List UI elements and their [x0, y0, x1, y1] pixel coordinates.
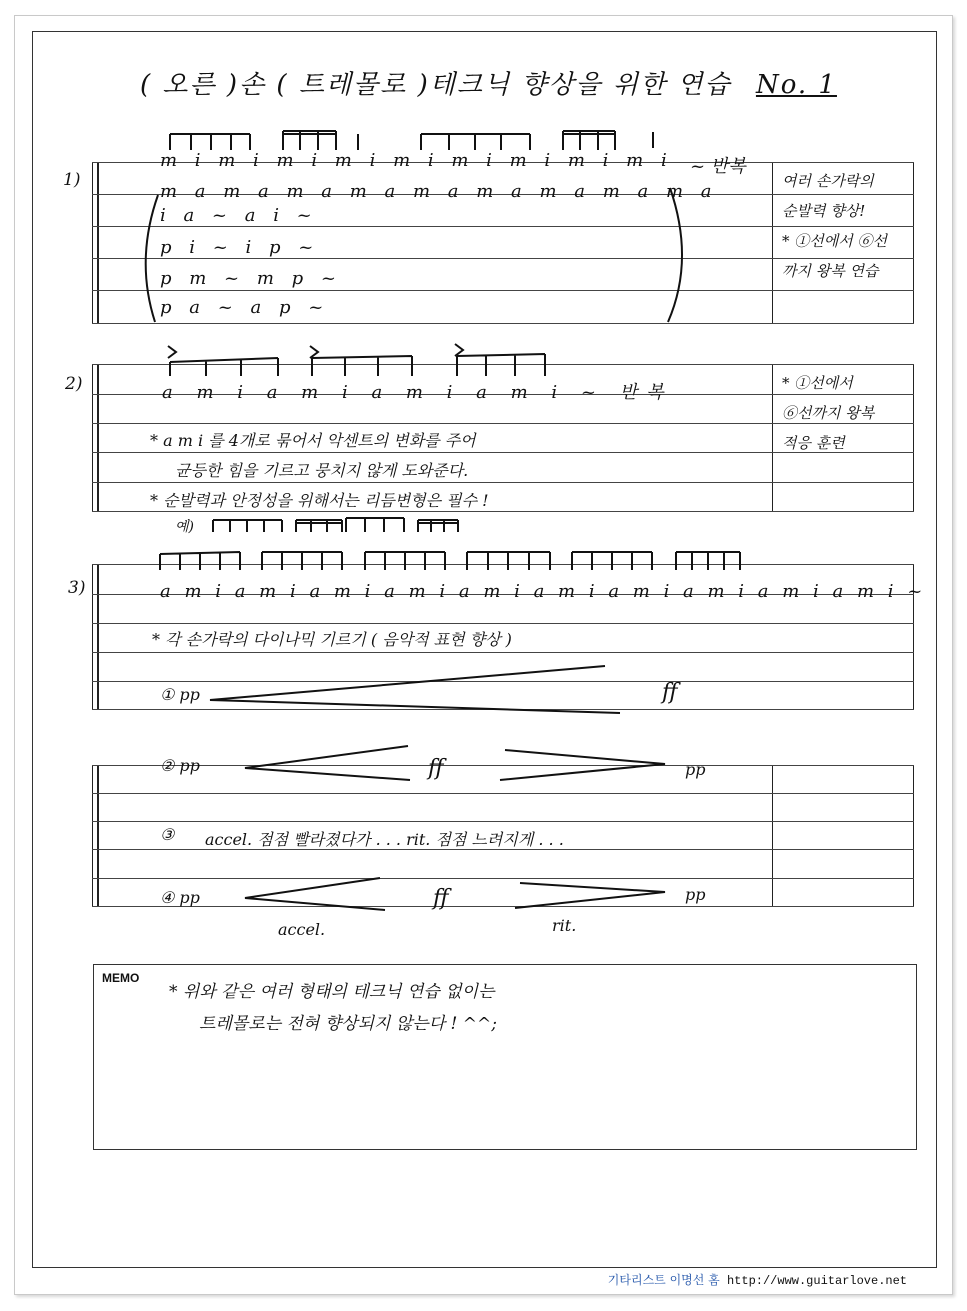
section-1-pattern-1: m i m i m i m i m i m i m i m i m i: [160, 150, 673, 171]
dynamic-4-label: ④ pp: [160, 888, 200, 907]
section-2-number: 2): [65, 374, 83, 394]
footer: [608, 1271, 907, 1288]
section-2-side-note: * ①선에서 ⑥선까지 왕복 적응 훈련: [782, 374, 875, 452]
dynamic-2-label: ② pp: [160, 756, 200, 775]
dynamic-4-mid: ff: [433, 886, 449, 911]
section-2-pattern: a m i a m i a m i a m i ~ 반복: [162, 382, 673, 403]
memo-label: MEMO: [102, 971, 140, 985]
dynamic-2-mid: ff: [428, 756, 444, 781]
section-3-number: 3): [68, 578, 86, 598]
title-text: ( 오른 )손 ( 트레몰로 )테크닉 향상을 위한 연습: [140, 70, 732, 100]
section-1-pattern-6: p a ~ a p ~: [160, 297, 330, 318]
section-2-note-1: * a m i 를 4개로 묶어서 악센트의 변화를 주어: [150, 431, 476, 450]
footer-url[interactable]: http://www.guitarlove.net: [726, 1274, 907, 1288]
section-1-number: 1): [63, 170, 81, 190]
dynamic-1-label: ① pp: [160, 685, 200, 704]
memo-box: [93, 964, 917, 1150]
section-3-pattern: a m i a m i a m i a m i a m i a m i a m i a m i a m i a m i ~: [160, 581, 927, 602]
dynamic-4-end: pp: [685, 885, 706, 904]
dynamic-3-label: ③: [160, 825, 175, 844]
dynamic-4-rit: rit.: [552, 916, 577, 935]
dynamic-4-accel: accel.: [278, 920, 326, 939]
memo-line-1: * 위와 같은 여러 형태의 테크닉 연습 없이는: [169, 982, 495, 1002]
dynamic-2-end: pp: [685, 760, 706, 779]
section-1-pattern-2: m a m a m a m a m a m a m a m a m a: [160, 181, 718, 202]
footer-site-name: 기타리스트 이명선 홈: [607, 1273, 720, 1287]
section-1-pattern-5: p m ~ m p ~: [160, 268, 342, 289]
section-1-pattern-4: p i ~ i p ~: [160, 237, 320, 258]
section-3-note: * 각 손가락의 다이나믹 기르기 ( 음악적 표현 향상 ): [152, 630, 512, 649]
memo-line-2: 트레몰로는 전혀 향상되지 않는다 ! ^^;: [199, 1014, 497, 1034]
section-2-note-2: 균등한 힘을 기르고 뭉치지 않게 도와준다.: [175, 461, 469, 480]
section-2-example-label: 예): [175, 519, 194, 535]
section-2-note-3: * 순발력과 안정성을 위해서는 리듬변형은 필수 !: [150, 491, 489, 510]
title-number: No. 1: [755, 70, 837, 100]
section-1-side-note: 여러 손가락의 순발력 향상! * ①선에서 ⑥선 까지 왕복 연습: [782, 172, 887, 280]
dynamic-3-text: accel. 점점 빨라졌다가 . . . rit. 점점 느려지게 . . .: [205, 830, 564, 849]
section-1-repeat: ~ 반복: [690, 156, 746, 177]
section-1-pattern-3: i a ~ a i ~: [160, 205, 318, 226]
dynamic-1-end: ff: [662, 680, 678, 705]
